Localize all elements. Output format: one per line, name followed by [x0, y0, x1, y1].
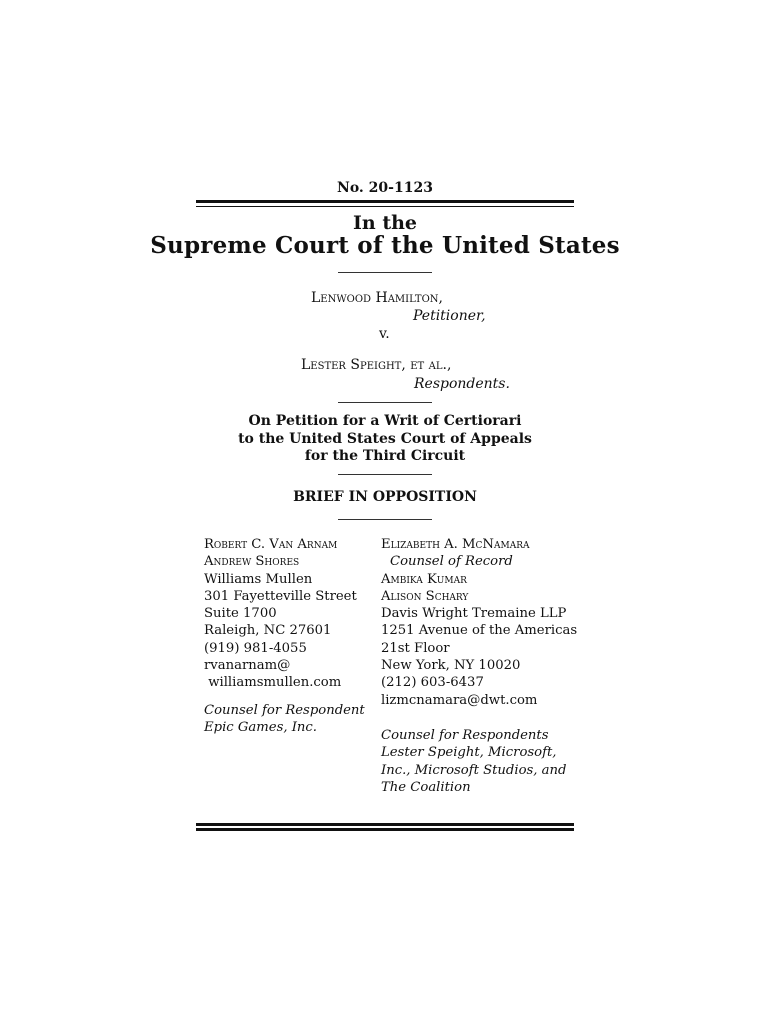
counsel-role: The Coalition [381, 779, 471, 795]
petition-line-3: for the Third Circuit [304, 448, 466, 464]
divider-2 [338, 402, 432, 403]
address-line: Suite 1700 [204, 606, 277, 622]
firm-name: Davis Wright Tremaine LLP [381, 606, 567, 622]
counsel-name: Andrew Shores [204, 554, 300, 570]
counsel-of-record: Counsel of Record [390, 554, 513, 570]
left-counsel-block [204, 536, 365, 736]
address-line: 301 Fayetteville Street [204, 588, 357, 604]
counsel-role: Inc., Microsoft Studios, and [381, 762, 567, 778]
respondent-name: Lester Speight, et al., [301, 357, 452, 373]
divider-4 [338, 519, 432, 520]
petition-line-2: to the United States Court of Appeals [238, 431, 532, 447]
court-name: Supreme Court of the United States [150, 232, 620, 259]
counsel-role: Counsel for Respondents [381, 727, 549, 743]
address-line: New York, NY 10020 [381, 658, 521, 674]
divider-3 [338, 474, 432, 475]
counsel-name: Ambika Kumar [381, 571, 467, 587]
counsel-role: Epic Games, Inc. [204, 719, 318, 735]
respondent-role: Respondents. [414, 376, 510, 392]
top-double-rule [196, 200, 574, 207]
counsel-name: Alison Schary [381, 588, 469, 604]
lead-counsel-name: Elizabeth A. McNamara [381, 537, 530, 552]
bottom-double-rule [196, 823, 574, 831]
phone-number: (919) 981-4055 [204, 640, 307, 656]
firm-name: Williams Mullen [204, 571, 313, 587]
email-line: williamsmullen.com [204, 675, 342, 691]
email-line: lizmcnamara@dwt.com [381, 692, 538, 708]
petitioner-role: Petitioner, [413, 308, 486, 324]
email-line: rvanarnam@ [204, 658, 291, 674]
address-line: Raleigh, NC 27601 [204, 623, 332, 639]
counsel-name: Robert C. Van Arnam [204, 537, 338, 552]
petition-line-1: On Petition for a Writ of Certiorari [248, 413, 522, 429]
address-line: 1251 Avenue of the Americas [381, 623, 578, 639]
heading-in-the: In the [353, 212, 417, 234]
counsel-role: Lester Speight, Microsoft, [381, 745, 557, 761]
phone-number: (212) 603-6437 [381, 675, 484, 691]
versus: v. [379, 326, 390, 342]
petitioner-name: Lenwood Hamilton, [311, 290, 444, 306]
brief-title: BRIEF IN OPPOSITION [293, 489, 477, 505]
address-line: 21st Floor [381, 640, 450, 656]
right-counsel-block [381, 536, 577, 796]
counsel-role: Counsel for Respondent [204, 702, 365, 718]
divider-1 [338, 272, 432, 273]
docket-number: No. 20-1123 [337, 180, 433, 196]
